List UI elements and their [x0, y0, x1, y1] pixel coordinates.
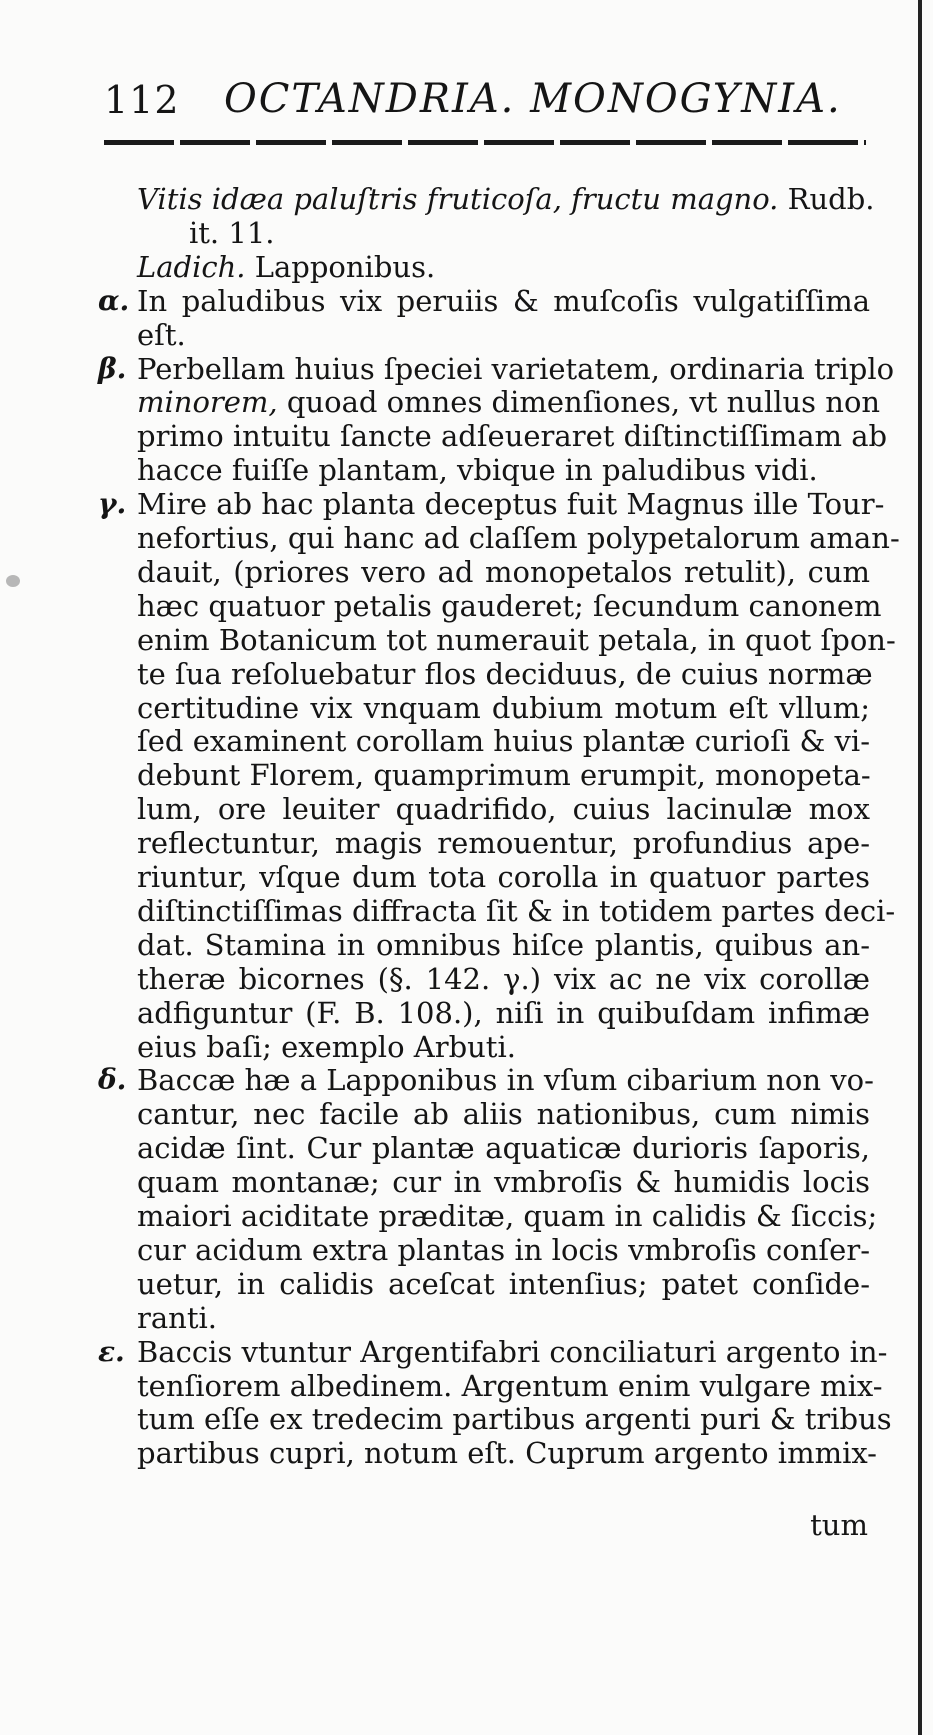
paragraph-marker: α. [98, 284, 130, 317]
text-line [137, 182, 875, 216]
text-line: Perbellam huius ſpeciei varietatem, ordinaria triplo [137, 352, 895, 386]
text-line: riuntur, vſque dum tota corolla in quatuor partes [137, 860, 870, 894]
text-line: te ſua reſoluebatur flos deciduus, de cuius normæ [137, 657, 873, 691]
text-line: Mire ab hac planta deceptus fuit Magnus ille Tour- [137, 487, 885, 521]
text-line [137, 385, 881, 419]
text-line: it. 11. [189, 216, 275, 250]
text-line: lum, ore leuiter quadrifido, cuius lacinulæ mox [137, 792, 870, 826]
text-line: ſed examinent corollam huius plantæ curioſi & vi- [137, 724, 870, 758]
text-line: reflectuntur, magis remouentur, profundius ape- [137, 826, 870, 860]
text-line: diſtinctiſſimas diffracta ſit & in totidem partes deci- [137, 894, 896, 928]
text-line: nefortius, qui hanc ad claſſem polypetalorum aman- [137, 521, 900, 555]
paragraph-marker: δ. [98, 1063, 127, 1096]
paragraph-marker: γ. [98, 487, 127, 520]
ink-blot [6, 575, 20, 587]
text-line: Baccæ hæ a Lapponibus in vſum cibarium non vo- [137, 1063, 874, 1097]
paragraph-marker: β. [98, 352, 127, 385]
roman-text: quoad omnes dimenſiones, vt nullus non [277, 385, 881, 419]
text-line: tum eſſe ex tredecim partibus argenti puri & tribus [137, 1402, 892, 1436]
text-line: cur acidum extra plantas in locis vmbroſis conſer- [137, 1233, 870, 1267]
text-line: adfiguntur (F. B. 108.), niſi in quibuſdam infimæ [137, 996, 870, 1030]
text-line: theræ bicornes (§. 142. γ.) vix ac ne vix corollæ [137, 962, 870, 996]
page-number: 112 [104, 78, 180, 122]
text-line [137, 250, 870, 284]
text-line: In paludibus vix peruiis & muſcoſis vulgatiſſima [137, 284, 870, 318]
italic-text: Ladich. [137, 250, 246, 284]
text-line: debunt Florem, quamprimum erumpit, monopeta- [137, 758, 871, 792]
page-header [104, 78, 864, 138]
text-line: primo intuitu ſancte adſeueraret diſtinctiſſimam ab [137, 419, 888, 453]
header-rule [104, 140, 866, 145]
text-line: tenſiorem albedinem. Argentum enim vulgare mix- [137, 1369, 883, 1403]
text-line: uetur, in calidis aceſcat intenſius; patet conſide- [137, 1267, 870, 1301]
text-line: maiori aciditate præditæ, quam in calidis & ſiccis; [137, 1199, 878, 1233]
text-line: quam montanæ; cur in vmbroſis & humidis locis [137, 1165, 870, 1199]
roman-text: Rudb. [778, 182, 875, 216]
text-line: enim Botanicum tot numerauit petala, in quot ſpon- [137, 623, 896, 657]
text-line: hæc quatuor petalis gauderet; ſecundum canonem [137, 589, 882, 623]
text-line: acidæ ſint. Cur plantæ aquaticæ durioris ſaporis, [137, 1131, 870, 1165]
text-line: ranti. [137, 1301, 217, 1335]
text-line: Baccis vtuntur Argentifabri conciliaturi argento in- [137, 1335, 888, 1369]
text-line: eius baſi; exemplo Arbuti. [137, 1030, 516, 1064]
text-line: hacce fuiſſe plantam, vbique in paludibus vidi. [137, 453, 818, 487]
italic-text: minorem, [137, 385, 278, 419]
catchword: tum [810, 1508, 868, 1542]
running-head: OCTANDRIA. MONOGYNIA. [224, 76, 842, 122]
text-line: eſt. [137, 318, 186, 352]
roman-text: Lapponibus. [245, 250, 436, 284]
page-edge-shadow [918, 0, 922, 1735]
text-line: partibus cupri, notum eſt. Cuprum argento immix- [137, 1436, 877, 1470]
text-line: certitudine vix vnquam dubium motum eſt vllum; [137, 691, 870, 725]
text-line: dat. Stamina in omnibus hiſce plantis, quibus an- [137, 928, 870, 962]
paragraph-marker: ε. [98, 1335, 125, 1368]
text-line: cantur, nec facile ab aliis nationibus, cum nimis [137, 1097, 870, 1131]
italic-text: Vitis idæa paluſtris fruticoſa, fructu magno. [137, 182, 779, 216]
text-line: dauit, (priores vero ad monopetalos retulit), cum [137, 555, 870, 589]
